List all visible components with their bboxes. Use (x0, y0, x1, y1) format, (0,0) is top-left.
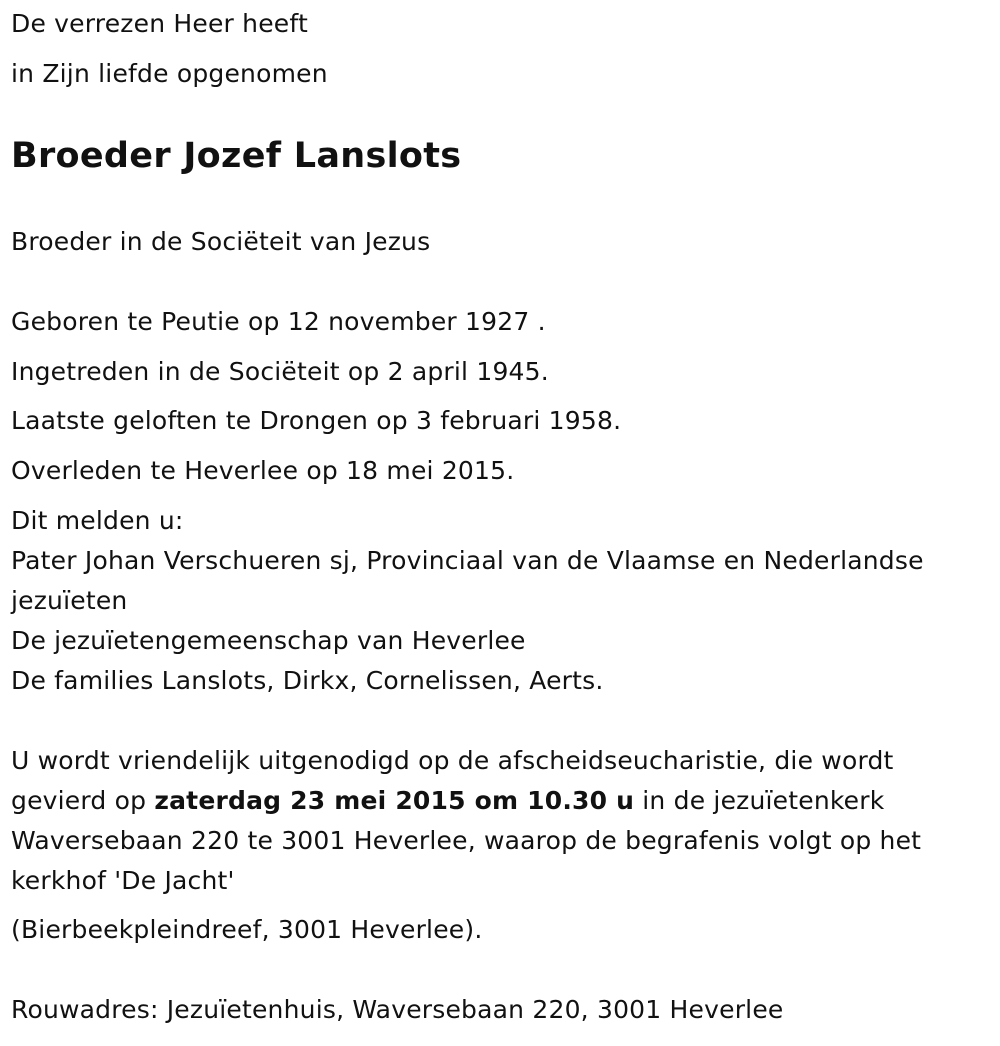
ceremony-datetime: zaterdag 23 mei 2015 om 10.30 u (154, 786, 635, 815)
mourning-address: Rouwadres: Jezuïetenhuis, Waversebaan 220, 3001 Heverlee (11, 995, 784, 1024)
invitation-line-4: kerkhof 'De Jacht' (11, 866, 235, 895)
fact-entered: Ingetreden in de Sociëteit op 2 april 1945. (11, 357, 549, 386)
invitation-line-2 (11, 781, 884, 821)
invitation-line-5: (Bierbeekpleindreef, 3001 Heverlee). (11, 915, 483, 944)
announcer-3: De families Lanslots, Dirkx, Cornelissen, Aerts. (11, 666, 604, 695)
fact-vows: Laatste geloften te Drongen op 3 februari 1958. (11, 406, 622, 435)
intro-line-1: De verrezen Heer heeft (11, 9, 308, 38)
invitation-line-2-post: in de jezuïetenkerk (634, 786, 885, 815)
invitation-line-2-pre: gevierd op (11, 786, 155, 815)
announcer-2: De jezuïetengemeenschap van Heverlee (11, 626, 526, 655)
announcer-1: Pater Johan Verschueren sj, Provinciaal van de Vlaamse en Nederlandse (11, 546, 924, 575)
intro-line-2: in Zijn liefde opgenomen (11, 59, 328, 88)
subtitle: Broeder in de Sociëteit van Jezus (11, 227, 431, 256)
invitation-line-3: Waversebaan 220 te 3001 Heverlee, waarop de begrafenis volgt op het (11, 826, 922, 855)
invitation-line-1: U wordt vriendelijk uitgenodigd op de afscheidseucharistie, die wordt (11, 746, 894, 775)
deceased-name: Broeder Jozef Lanslots (11, 136, 462, 176)
announcers-intro: Dit melden u: (11, 506, 184, 535)
fact-born: Geboren te Peutie op 12 november 1927 . (11, 307, 546, 336)
fact-died: Overleden te Heverlee op 18 mei 2015. (11, 456, 515, 485)
announcer-1-cont: jezuïeten (11, 586, 128, 615)
